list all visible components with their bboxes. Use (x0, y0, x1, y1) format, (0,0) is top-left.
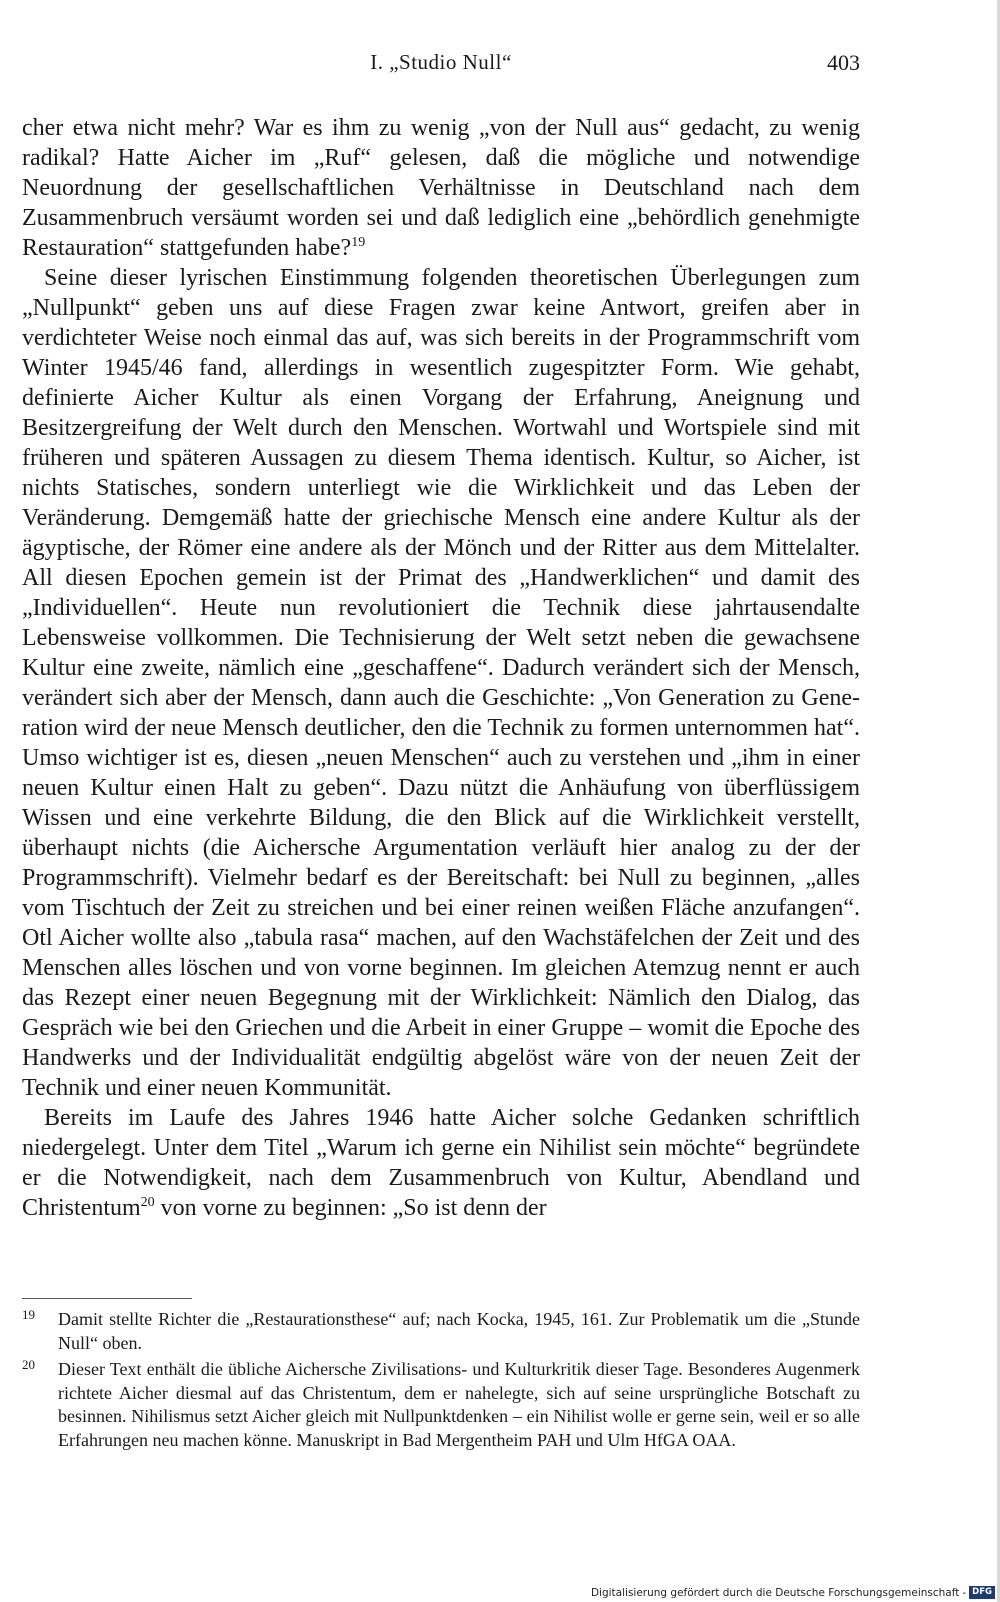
body-text (22, 113, 860, 1223)
body-paragraph (22, 1103, 860, 1223)
page-number: 403 (827, 50, 860, 75)
digitization-credit: Digitalisierung gefördert durch die Deutsche Forschungsgemeinschaft - DFG (591, 1586, 995, 1599)
paragraph-text: von vorne zu beginnen: „So ist denn der (154, 1195, 547, 1221)
footnote-20 (22, 1358, 860, 1452)
footnote-number: 20 (22, 1357, 35, 1372)
body-paragraph (22, 113, 860, 263)
footnote-text: Damit stellte Richter die „Restaurationsthese“ auf; nach Kocka, 1945, 161. Zur Problematik um die „Stunde Null“ oben. (58, 1309, 860, 1353)
credit-text: Digitalisierung gefördert durch die Deutsche Forschungsgemeinschaft (590, 1586, 960, 1599)
dfg-logo: DFG (969, 1586, 995, 1599)
footnote-text: Dieser Text enthält die übliche Aichersche Zivilisations- und Kulturkritik dieser Tage. Besonderes Augenmerk richtete Aicher diesmal auf das Christentum, dem er nahelegte, sich auf seine ursprüngliche Botschaft zu besinnen. Nihilismus setzt Aicher gleich mit Nullpunktdenken – ein Nihilist wolle er gerne sein, weil er so alle Erfahrungen neu machen könne. Manuskript in Bad Mergentheim PAH und Ulm HfGA OAA. (58, 1359, 860, 1450)
footnote-reference: 19 (351, 235, 366, 250)
footnote-divider (22, 1298, 192, 1299)
paragraph-text: Seine dieser lyrischen Einstimmung folgenden theoretischen Überlegungen zum „Nullpunkt“ geben uns auf diese Fragen zwar keine Antwort, greifen aber in verdichteter Weise noch einmal das auf, was sich bereits in der Programmschrift vom Winter 1945/46 fand, allerdings in wesentlich zugespitzter Form. Wie gehabt, definierte Aicher Kultur als einen Vorgang der Erfahrung, Aneignung und Besitzergreifung der Welt durch den Menschen. Wortwahl und Wortspiele sind mit früheren und späteren Aussagen zu diesem Thema identisch. Kultur, so Aicher, ist nichts Statisches, sondern unterliegt wie die Wirklichkeit und das Leben der Veränderung. Demgemäß hatte der griechische Mensch eine andere Kultur als der ägyptische, der Römer eine andere als der Mönch und der Ritter aus dem Mittelalter. All diesen Epochen gemein ist der Primat des „Handwerklichen“ und damit des „Individuellen“. Heute nun revolutioniert die Technik diese jahrtausendalte Lebensweise vollkommen. Die Technisierung der Welt setzt neben die gewachsene Kultur eine zweite, nämlich eine „geschaffene“. Dadurch verändert sich der Mensch, verändert sich aber der Mensch, dann auch die Geschichte: „Von Generation zu Generation wird der neue Mensch deutlicher, den die Technik zu formen unternommen hat“. Umso wichtiger ist es, diesen „neuen Menschen“ auch zu verstehen und „ihm in einer neuen Kultur einen Halt zu geben“. Dazu nützt die Anhäufung von überflüssigem Wissen und eine verkehrte Bildung, die den Blick auf die Wirklichkeit verstellt, überhaupt nichts (die Aichersche Argumentation verläuft hier analog zu der der Programmschrift). Vielmehr bedarf es der Bereitschaft: bei Null zu beginnen, „alles vom Tischtuch der Zeit zu streichen und bei einer reinen weißen Fläche anzufangen“. Otl Aicher wollte also „tabula rasa“ machen, auf den Wachstäfelchen der Zeit und des Menschen alles löschen und von vorne beginnen. Im gleichen Atemzug nennt er auch das Rezept einer neuen Begegnung mit der Wirklichkeit: Nämlich den Dialog, das Gespräch wie bei den Griechen und die Arbeit in einer Gruppe – womit die Epoche des Handwerks und der Individualität endgültig abgelöst wäre von der neuen Zeit der Technik und einer neuen Kommunität. (22, 265, 860, 1101)
running-title: I. „Studio Null“ (370, 50, 512, 74)
footnote-reference: 20 (140, 1195, 155, 1210)
footnote-19 (22, 1308, 860, 1355)
footnote-number: 19 (22, 1307, 35, 1322)
body-paragraph (22, 263, 860, 1103)
paragraph-text: Bereits im Laufe des Jahres 1946 hatte Aicher solche Gedanken schriftlich niedergelegt. Unter dem Titel „Warum ich gerne ein Nihilist sein möchte“ begründete er die Notwendigkeit, nach dem Zusammenbruch von Kultur, Abendland und Christentum (22, 1105, 860, 1221)
running-head (22, 50, 860, 80)
footnotes (22, 1308, 860, 1455)
paragraph-text: cher etwa nicht mehr? War es ihm zu wenig „von der Null aus“ gedacht, zu wenig radikal? Hatte Aicher im „Ruf“ gelesen, daß die mögliche und notwendige Neuordnung der gesellschaftlichen Verhältnisse in Deutschland nach dem Zusammenbruch versäumt worden sei und daß lediglich eine „behördlich genehmigte Restauration“ stattgefunden habe? (22, 115, 860, 261)
